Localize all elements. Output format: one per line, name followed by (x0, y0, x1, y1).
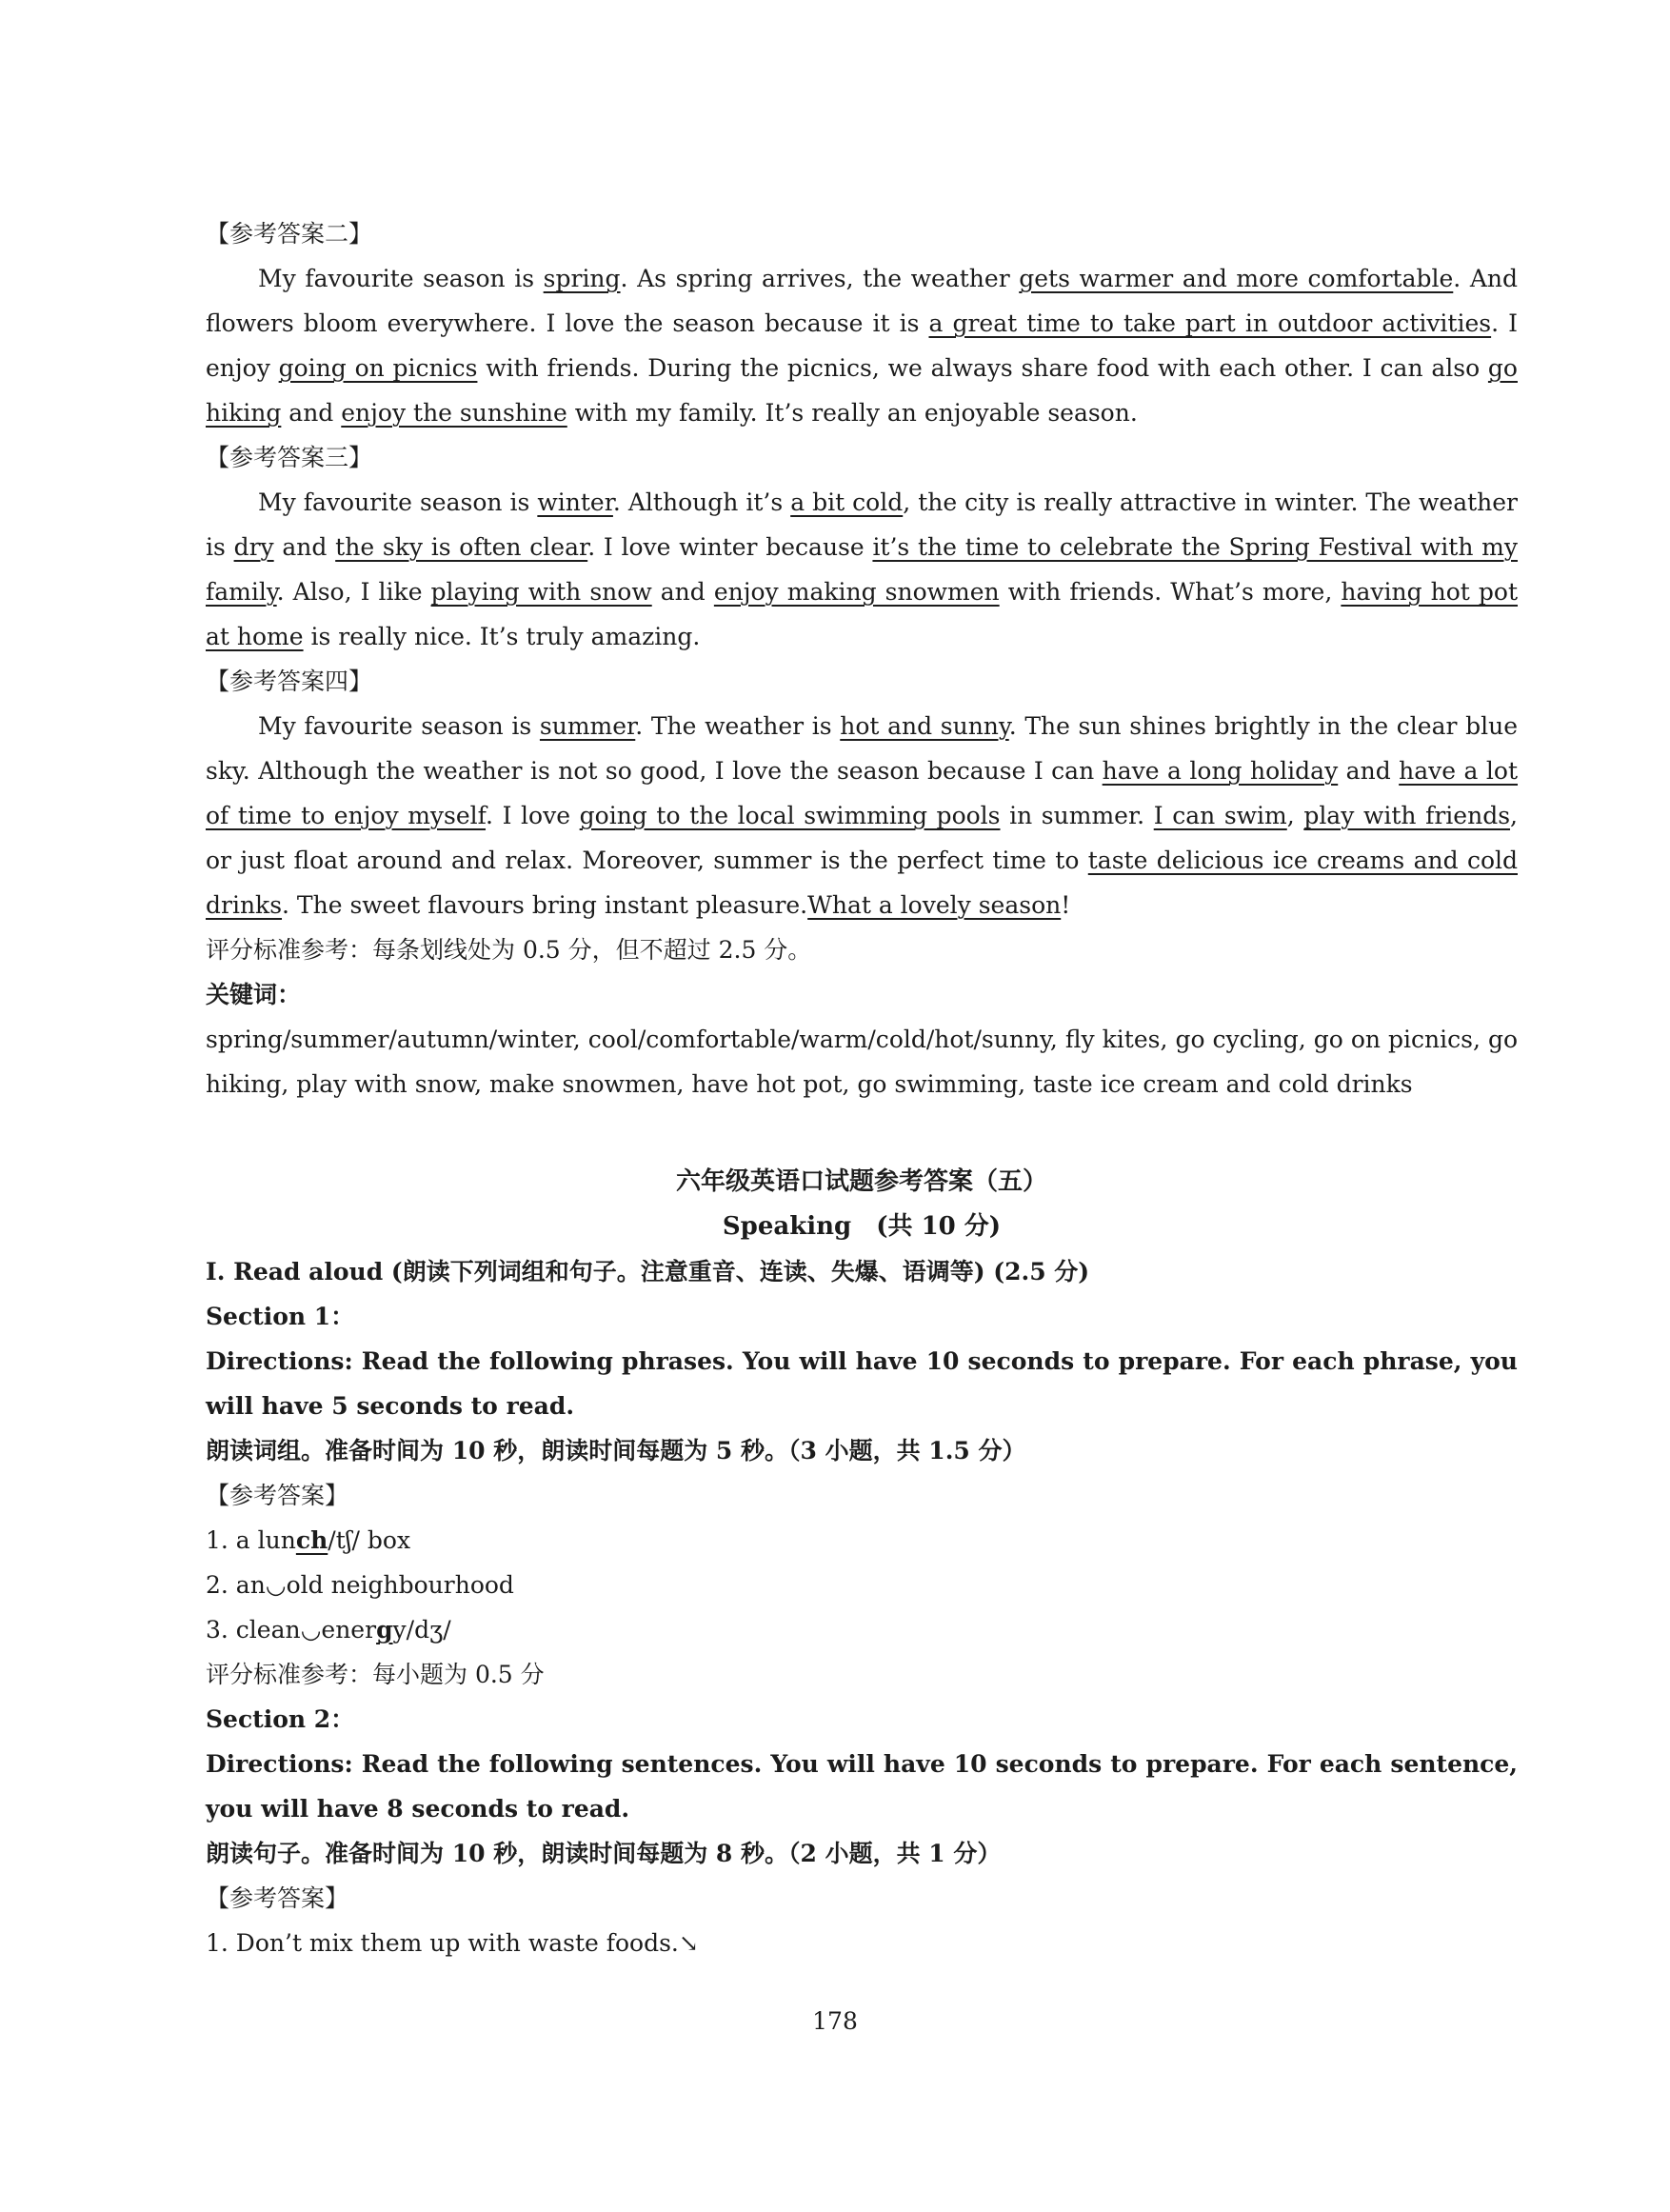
answer4-heading: 【参考答案四】 (206, 668, 373, 695)
scoring-note: 评分标准参考：每条划线处为 0.5 分，但不超过 2.5 分。 (206, 936, 812, 964)
sentence-item-1: 1. Don’t mix them up with waste foods.↘ (206, 1929, 699, 1957)
underlined-phrase: playing with snow (430, 578, 652, 606)
section1-label: Section 1： (206, 1303, 355, 1330)
text-run: . The sun shines brightly in the clear blue sky. Although the weather is not so good, I love the season because I can (206, 712, 1518, 785)
text-run: . I love winter because (587, 533, 873, 561)
text-run: and (281, 399, 342, 427)
section2-ref-heading: 【参考答案】 (206, 1884, 349, 1912)
text-run: My favourite season is (258, 488, 538, 516)
underlined-phrase: a bit cold (790, 488, 904, 516)
underlined-phrase: the sky is often clear (335, 533, 588, 561)
section1-score: 评分标准参考：每小题为 0.5 分 (206, 1661, 545, 1688)
text-run: . Also, I like (276, 578, 431, 606)
underlined-phrase: enjoy making snowmen (713, 578, 1000, 606)
section2-cn-directions: 朗读句子。准备时间为 10 秒，朗读时间每题为 8 秒。（2 小题，共 1 分） (206, 1840, 1002, 1867)
section1-directions: Directions: Read the following phrases. You will have 10 seconds to prepare. For each phrase, you will have 5 seconds to read. (206, 1347, 1518, 1420)
underlined-phrase: going to the local swimming pools (579, 802, 1001, 829)
text-run: with friends. During the picnics, we always share food with each other. I can also (477, 354, 1488, 382)
underlined-phrase: What a lovely season (807, 891, 1062, 919)
text-run: . I enjoy (206, 309, 1518, 382)
underlined-phrase: winter (537, 488, 613, 516)
underlined-phrase: go hiking (206, 354, 1518, 427)
underlined-phrase: enjoy the sunshine (341, 399, 567, 427)
page-number: 178 (812, 2007, 858, 2035)
text-run: My favourite season is (258, 265, 544, 292)
underlined-phrase: dry (233, 533, 274, 561)
answer3-paragraph (206, 480, 1518, 659)
stress-g: g (376, 1616, 393, 1644)
text-run: . The weather is (635, 712, 841, 740)
text-run: . The sweet flavours bring instant pleasure. (282, 891, 808, 919)
phrase-item-3: 3. clean◡energy/dʒ/ (206, 1616, 451, 1644)
section2-directions: Directions: Read the following sentences. You will have 10 seconds to prepare. For each sentence, you will have 8 seconds to read. (206, 1750, 1518, 1823)
text-run: My favourite season is (258, 712, 540, 740)
underlined-phrase: a great time to take part in outdoor activities (928, 309, 1492, 337)
stress-ch: ch (295, 1526, 328, 1554)
answer2-paragraph (206, 256, 1518, 435)
text-run: and (273, 533, 336, 561)
text-run: with my family. It’s really an enjoyable season. (567, 399, 1138, 427)
section1-ref-heading: 【参考答案】 (206, 1482, 349, 1509)
underlined-phrase: taste delicious ice creams and cold drinks (206, 847, 1518, 919)
underlined-phrase: hot and sunny (840, 712, 1009, 740)
underlined-phrase: have a lot of time to enjoy myself (206, 757, 1519, 829)
answer3-heading: 【参考答案三】 (206, 444, 373, 471)
text-run: is really nice. It’s truly amazing. (303, 623, 701, 650)
text-run: . As spring arrives, the weather (620, 265, 1020, 292)
underlined-phrase: having hot pot at home (206, 578, 1519, 650)
oral-subtitle: Speaking (共 10 分) (722, 1212, 1002, 1241)
underlined-phrase: play with friends (1303, 802, 1511, 829)
text-run: with friends. What’s more, (999, 578, 1342, 606)
section1-cn-directions: 朗读词组。准备时间为 10 秒，朗读时间每题为 5 秒。（3 小题，共 1.5 分） (206, 1437, 1026, 1465)
keywords-text: spring/summer/autumn/winter, cool/comfortable/warm/cold/hot/sunny, fly kites, go cycling, go on picnics, go hiking, play with snow, make snowmen, have hot pot, go swimming, taste ice cream and cold drinks (206, 1026, 1518, 1098)
answer4-paragraph (206, 704, 1518, 927)
text-run: . Although it’s (612, 488, 791, 516)
phrase-item-1: 1. a lunch/tʃ/ box (206, 1526, 411, 1554)
underlined-phrase: I can swim (1153, 802, 1287, 829)
oral-title: 六年级英语口试题参考答案（五） (675, 1167, 1047, 1196)
text-run: , or just float around and relax. Moreover, summer is the perfect time to (206, 802, 1518, 874)
phrase-item-2: 2. an◡old neighbourhood (206, 1571, 514, 1599)
text-run: , the city is really attractive in winter. The weather is (206, 488, 1518, 561)
underlined-phrase: spring (543, 265, 621, 292)
text-run: ! (1061, 891, 1071, 919)
text-run: in summer. (1000, 802, 1154, 829)
text-run: and (651, 578, 714, 606)
answer2-heading: 【参考答案二】 (206, 220, 373, 248)
text-run: and (1338, 757, 1400, 785)
underlined-phrase: gets warmer and more comfortable (1019, 265, 1454, 292)
text-run: , (1286, 802, 1304, 829)
underlined-phrase: have a long holiday (1102, 757, 1339, 785)
part1-heading: Ⅰ. Read aloud (朗读下列词组和句子。注意重音、连读、失爆、语调等) (2.5 分) (206, 1258, 1090, 1285)
underlined-phrase: summer (539, 712, 636, 740)
underlined-phrase: going on picnics (278, 354, 478, 382)
section2-label: Section 2： (206, 1705, 355, 1733)
underlined-phrase: it’s the time to celebrate the Spring Festival with my family (206, 533, 1519, 606)
text-run: . And flowers bloom everywhere. I love the season because it is (206, 265, 1518, 337)
keywords-label: 关键词： (206, 981, 302, 1008)
text-run: . I love (486, 802, 580, 829)
